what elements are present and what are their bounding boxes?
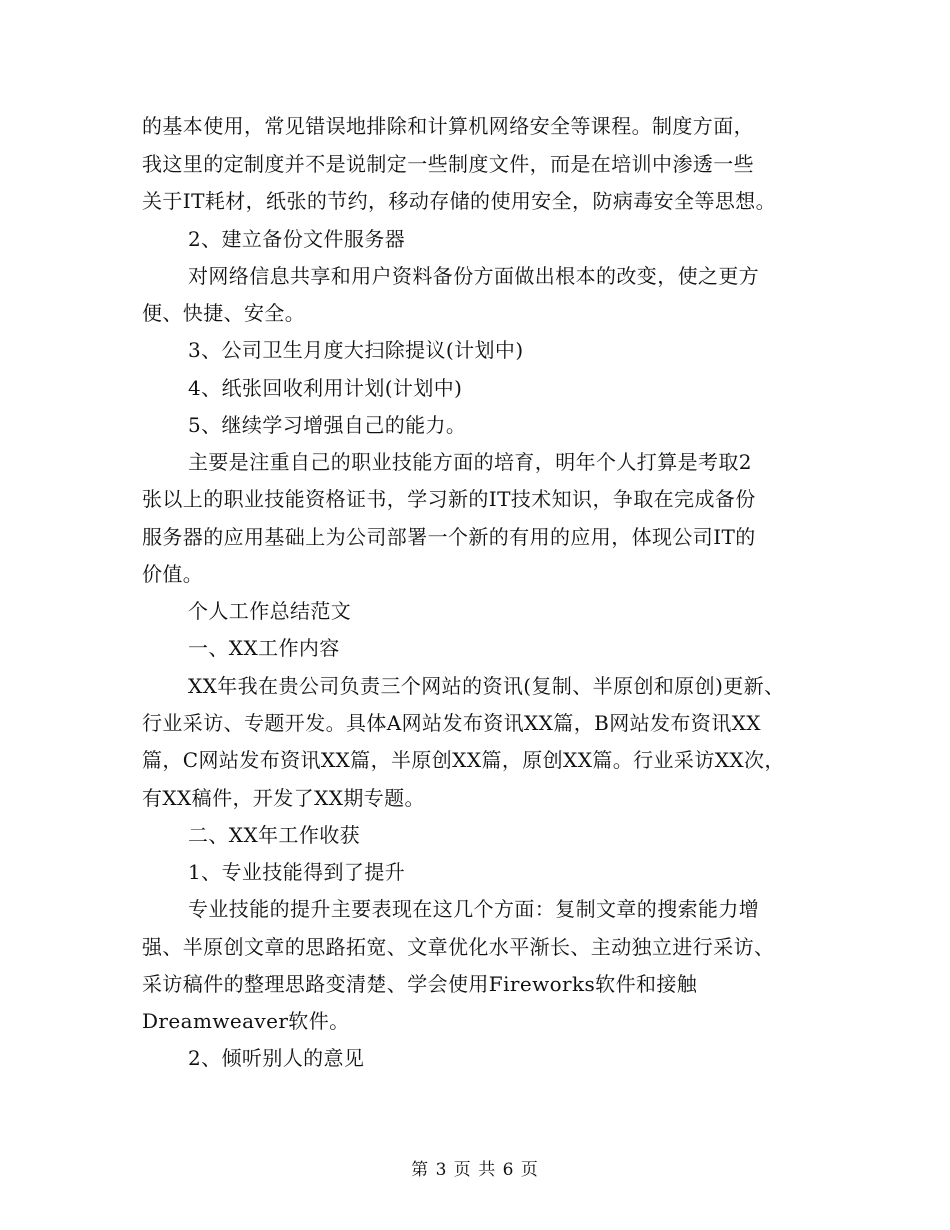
text-line: 篇，C网站发布资讯XX篇，半原创XX篇，原创XX篇。行业采访XX次， bbox=[142, 748, 785, 772]
section-heading: 二、XX年工作收获 bbox=[188, 823, 361, 847]
numbered-heading: 1、专业技能得到了提升 bbox=[188, 860, 406, 884]
numbered-heading: 3、公司卫生月度大扫除提议(计划中) bbox=[188, 338, 524, 362]
numbered-heading: 5、继续学习增强自己的能力。 bbox=[188, 413, 467, 437]
text-line: Dreamweaver软件。 bbox=[142, 1009, 350, 1033]
text-line: 服务器的应用基础上为公司部署一个新的有用的应用，体现公司IT的 bbox=[142, 525, 756, 549]
text-line: 主要是注重自己的职业技能方面的培育，明年个人打算是考取2 bbox=[188, 450, 752, 474]
numbered-heading: 2、倾听别人的意见 bbox=[188, 1046, 365, 1070]
numbered-heading: 2、建立备份文件服务器 bbox=[188, 227, 406, 251]
section-heading: 一、XX工作内容 bbox=[188, 636, 340, 660]
text-line: 行业采访、专题开发。具体A网站发布资讯XX篇，B网站发布资讯XX bbox=[142, 711, 761, 735]
text-line: 便、快捷、安全。 bbox=[142, 301, 306, 325]
text-line: 关于IT耗材，纸张的节约，移动存储的使用安全，防病毒安全等思想。 bbox=[142, 189, 777, 213]
text-line: 张以上的职业技能资格证书，学习新的IT技术知识，争取在完成备份 bbox=[142, 487, 756, 511]
text-line: 有XX稿件，开发了XX期专题。 bbox=[142, 786, 425, 810]
text-line: XX年我在贵公司负责三个网站的资讯(复制、半原创和原创)更新、 bbox=[188, 674, 785, 698]
text-line: 价值。 bbox=[142, 562, 204, 586]
text-line: 采访稿件的整理思路变清楚、学会使用Fireworks软件和接触 bbox=[142, 972, 698, 996]
text-line: 的基本使用，常见错误地排除和计算机网络安全等课程。制度方面， bbox=[142, 114, 754, 138]
text-line: 我这里的定制度并不是说制定一些制度文件，而是在培训中渗透一些 bbox=[142, 152, 754, 176]
text-line: 对网络信息共享和用户资料备份方面做出根本的改变，使之更方 bbox=[188, 264, 760, 288]
numbered-heading: 4、纸张回收利用计划(计划中) bbox=[188, 376, 463, 400]
text-line: 专业技能的提升主要表现在这几个方面：复制文章的搜索能力增 bbox=[188, 897, 760, 921]
text-line: 强、半原创文章的思路拓宽、文章优化水平渐长、主动独立进行采访、 bbox=[142, 935, 775, 959]
page-number-footer: 第 3 页 共 6 页 bbox=[411, 1160, 539, 1180]
section-title: 个人工作总结范文 bbox=[188, 599, 352, 623]
